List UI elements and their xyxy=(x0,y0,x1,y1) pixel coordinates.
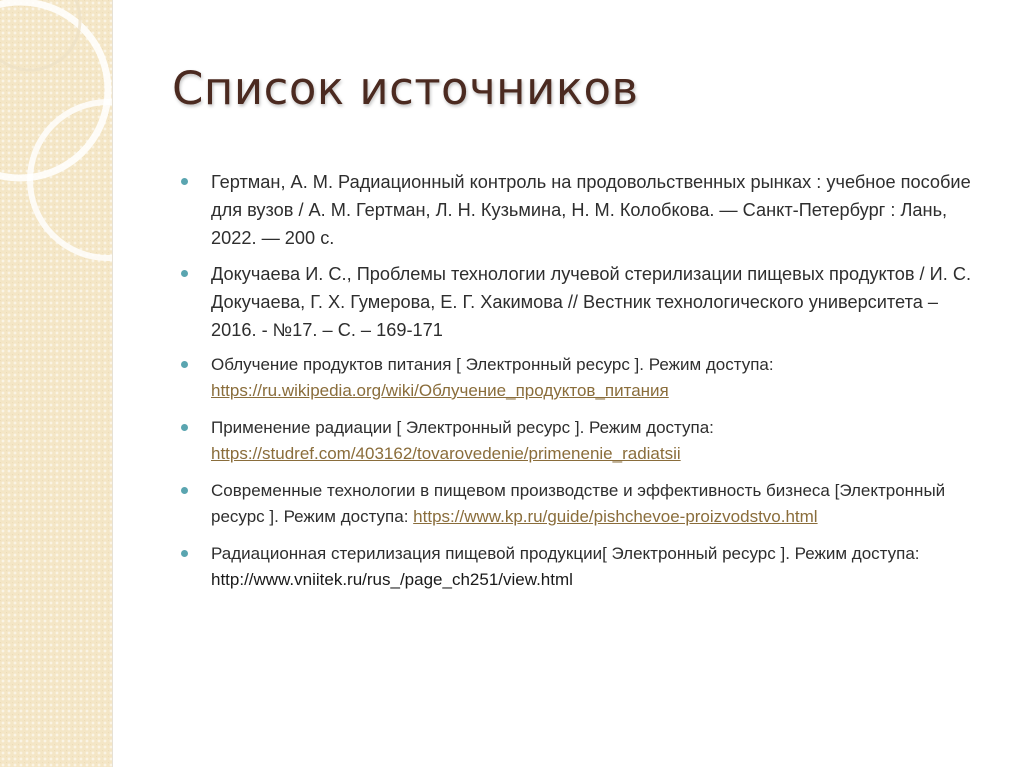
list-item xyxy=(180,260,980,344)
bullet-icon xyxy=(181,178,188,185)
list-item xyxy=(180,541,980,593)
decorative-side-panel xyxy=(0,0,113,767)
source-link[interactable]: https://studref.com/403162/tovarovedenie/primenenie_radiatsii xyxy=(211,444,681,463)
list-item xyxy=(180,415,980,467)
page-title: Список источников xyxy=(172,62,639,115)
bullet-icon xyxy=(181,487,188,494)
source-text: Облучение продуктов питания [ Электронный ресурс ]. Режим доступа: xyxy=(211,355,774,374)
source-text: Гертман, А. М. Радиационный контроль на продовольственных рынках : учебное пособие для вузов / А. М. Гертман, Л. Н. Кузьмина, Н. М. Колобкова. — Санкт-Петербург : Лань, 2022. — 200 с. xyxy=(211,172,971,248)
panel-divider xyxy=(112,0,113,767)
bullet-icon xyxy=(181,361,188,368)
list-item xyxy=(180,478,980,530)
source-url: http://www.vniitek.ru/rus_/page_ch251/view.html xyxy=(211,570,573,589)
list-item xyxy=(180,352,980,404)
sources-list xyxy=(180,168,980,604)
source-text: Применение радиации [ Электронный ресурс ]. Режим доступа: xyxy=(211,418,714,437)
decorative-rings-icon xyxy=(0,0,112,767)
source-link[interactable]: https://ru.wikipedia.org/wiki/Облучение_продуктов_питания xyxy=(211,381,669,400)
source-text: Радиационная стерилизация пищевой продукции[ Электронный ресурс ]. Режим доступа: xyxy=(211,544,920,563)
list-item xyxy=(180,168,980,252)
bullet-icon xyxy=(181,424,188,431)
bullet-icon xyxy=(181,550,188,557)
bullet-icon xyxy=(181,270,188,277)
source-text: Современные технологии в пищевом производстве и эффективность бизнеса [Электронный ресурс ]. Режим доступа: xyxy=(211,481,946,526)
source-text: Докучаева И. С., Проблемы технологии лучевой стерилизации пищевых продуктов / И. С. Докучаева, Г. Х. Гумерова, Е. Г. Хакимова // Вестник технологического университета – 2016. - №17. – С. – 169-171 xyxy=(211,264,972,340)
source-link[interactable]: https://www.kp.ru/guide/pishchevoe-proizvodstvo.html xyxy=(413,507,818,526)
